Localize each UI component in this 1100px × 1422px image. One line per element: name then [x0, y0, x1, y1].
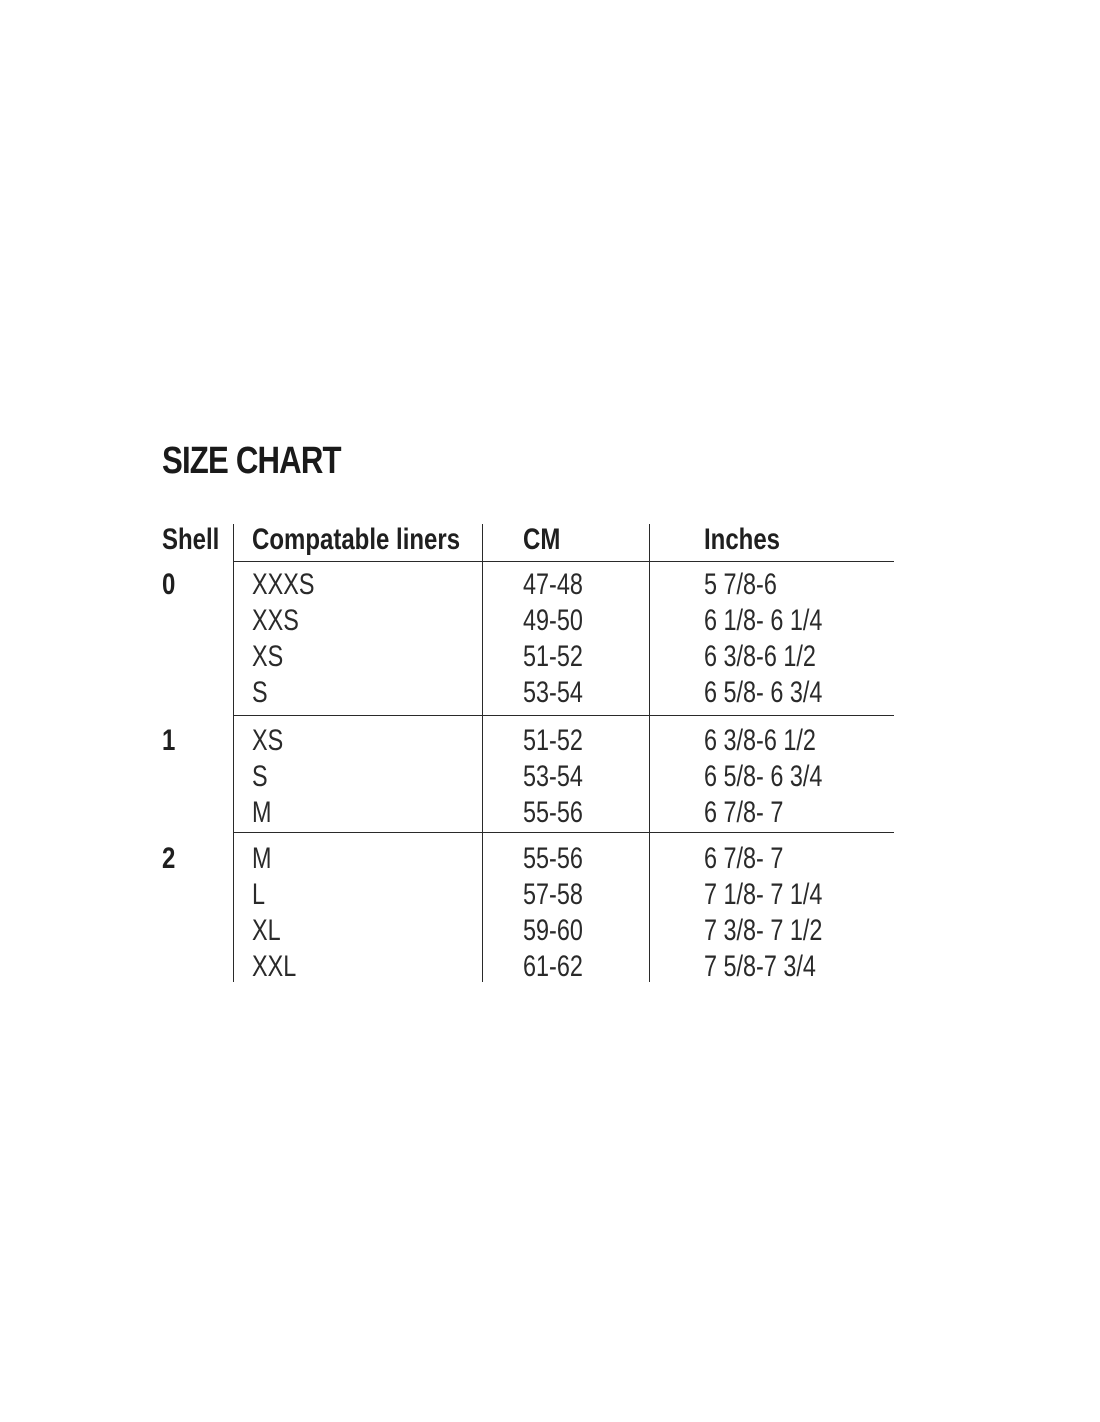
- table-row: [0, 877, 1100, 913]
- group-separator: [233, 832, 894, 833]
- header-liners: Compatable liners: [252, 523, 461, 556]
- header-cm: CM: [523, 523, 561, 556]
- liner-size: XL: [252, 914, 281, 947]
- cm-range: 47-48: [523, 568, 583, 601]
- table-row: [0, 603, 1100, 639]
- inches-range: 7 1/8- 7 1/4: [704, 878, 823, 911]
- inches-range: 6 3/8-6 1/2: [704, 640, 816, 673]
- liner-size: XXL: [252, 950, 297, 983]
- shell-size: 1: [162, 724, 176, 757]
- cm-range: 55-56: [523, 842, 583, 875]
- table-row: [0, 723, 1100, 759]
- cm-range: 53-54: [523, 676, 583, 709]
- liner-size: XXS: [252, 604, 299, 637]
- cm-range: 53-54: [523, 760, 583, 793]
- table-row: [0, 639, 1100, 675]
- table-row: [0, 675, 1100, 711]
- shell-size: 0: [162, 568, 176, 601]
- inches-range: 7 3/8- 7 1/2: [704, 914, 823, 947]
- inches-range: 6 7/8- 7: [704, 796, 784, 829]
- shell-size: 2: [162, 842, 176, 875]
- table-row: [0, 841, 1100, 877]
- cm-range: 51-52: [523, 724, 583, 757]
- liner-size: L: [252, 878, 266, 911]
- cm-range: 49-50: [523, 604, 583, 637]
- inches-range: 5 7/8-6: [704, 568, 777, 601]
- liner-size: XS: [252, 724, 284, 757]
- cm-range: 61-62: [523, 950, 583, 983]
- cm-range: 59-60: [523, 914, 583, 947]
- table-row: [0, 795, 1100, 831]
- liner-size: XS: [252, 640, 284, 673]
- table-row: [0, 913, 1100, 949]
- header-shell: Shell: [162, 523, 220, 556]
- group-separator: [233, 715, 894, 716]
- inches-range: 7 5/8-7 3/4: [704, 950, 816, 983]
- cm-range: 55-56: [523, 796, 583, 829]
- liner-size: M: [252, 842, 272, 875]
- liner-size: XXXS: [252, 568, 315, 601]
- table-row: [0, 949, 1100, 985]
- inches-range: 6 7/8- 7: [704, 842, 784, 875]
- liner-size: S: [252, 760, 268, 793]
- page-title: SIZE CHART: [162, 440, 341, 482]
- liner-size: S: [252, 676, 268, 709]
- cm-range: 57-58: [523, 878, 583, 911]
- table-row: [0, 567, 1100, 603]
- liner-size: M: [252, 796, 272, 829]
- inches-range: 6 1/8- 6 1/4: [704, 604, 823, 637]
- inches-range: 6 5/8- 6 3/4: [704, 676, 823, 709]
- inches-range: 6 3/8-6 1/2: [704, 724, 816, 757]
- header-underline: [233, 561, 894, 562]
- header-inches: Inches: [704, 523, 781, 556]
- cm-range: 51-52: [523, 640, 583, 673]
- table-row: [0, 759, 1100, 795]
- inches-range: 6 5/8- 6 3/4: [704, 760, 823, 793]
